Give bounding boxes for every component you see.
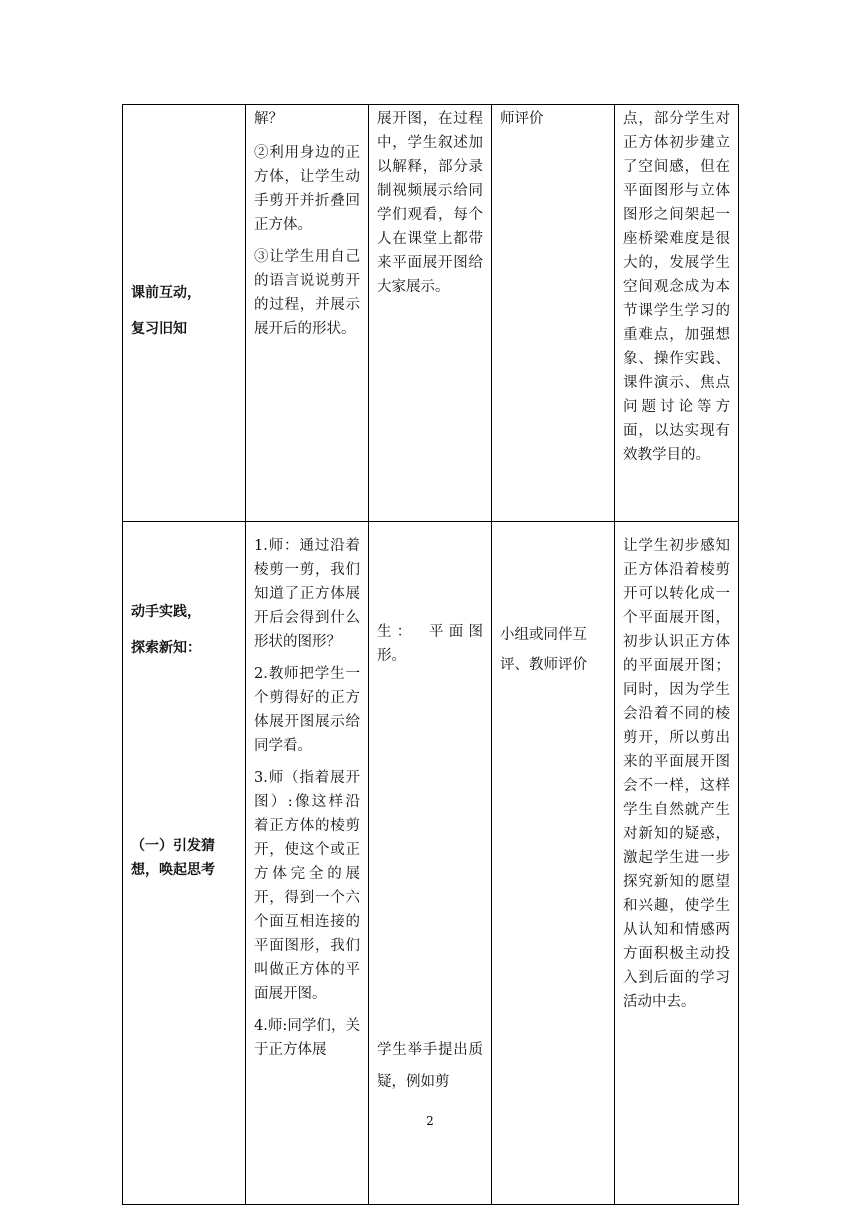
teacher-step: 4.师:同学们，关于正方体展 (254, 1018, 360, 1058)
stage-line: 探索新知： (131, 640, 201, 656)
stage-cell (123, 522, 246, 1205)
sub-stage: （一）引发猜想，唤起思考 (131, 838, 215, 878)
teacher-activity-cell (246, 105, 369, 522)
intent-text: 点，部分学生对正方体初步建立了空间感，但在平面图形与立体图形之间架起一座桥梁难度是很大的，发展学生空间观念成为本节课学生学习的重难点，加强想象、操作实践、课件演示、焦点问题讨论等方面，以达实现有效教学目的。 (623, 111, 730, 463)
student-activity-cell (369, 105, 492, 522)
stage-line: 动手实践， (131, 604, 201, 620)
teacher-step: 1.师：通过沿着棱剪一剪，我们知道了正方体展开后会得到什么形状的图形？ (254, 538, 360, 650)
table-row (123, 522, 739, 1205)
teacher-step: 2.教师把学生一个剪得好的正方体展开图展示给同学看。 (254, 666, 360, 754)
teacher-step: 3.师（指着展开图）:像这样沿着正方体的棱剪开，使这个或正方体完全的展开，得到一个六个面互相连接的平面图形，我们叫做正方体的平面展开图。 (254, 770, 360, 1002)
evaluation-text: 小组或同伴互评、教师评价 (500, 627, 587, 673)
page-number: 2 (426, 1114, 434, 1128)
evaluation-text: 师评价 (500, 111, 544, 127)
stage-line: 课前互动， (131, 285, 201, 301)
stage-line: 复习旧知 (131, 321, 187, 337)
evaluation-cell (492, 105, 615, 522)
evaluation-cell (492, 522, 615, 1205)
student-text: 展开图，在过程中，学生叙述加以解释，部分录制视频展示给同学们观看，每个人在课堂上都带来平面展开图给大家展示。 (377, 111, 483, 295)
teacher-activity-cell (246, 522, 369, 1205)
student-text: 生： 平面图形。 (377, 624, 483, 664)
design-intent-cell (615, 105, 739, 522)
table-row (123, 105, 739, 522)
design-intent-cell (615, 522, 739, 1205)
teacher-step: ③让学生用自己的语言说说剪开的过程，并展示展开后的形状。 (254, 249, 360, 337)
stage-cell (123, 105, 246, 522)
lesson-plan-table (122, 104, 739, 1205)
teacher-step: 解？ (254, 111, 283, 127)
teacher-step: ②利用身边的正方体，让学生动手剪开并折叠回正方体。 (254, 145, 360, 233)
intent-text: 让学生初步感知正方体沿着棱剪开可以转化成一个平面展开图，初步认识正方体的平面展开图；同时，因为学生会沿着不同的棱剪开，所以剪出来的平面展开图会不一样，这样学生自然就产生对新知的疑惑，激起学生进一步探究新知的愿望和兴趣，使学生从认知和情感两方面积极主动投入到后面的学习活动中去。 (623, 538, 730, 1010)
student-text: 学生举手提出质疑，例如剪 (377, 1042, 483, 1090)
student-activity-cell (369, 522, 492, 1205)
